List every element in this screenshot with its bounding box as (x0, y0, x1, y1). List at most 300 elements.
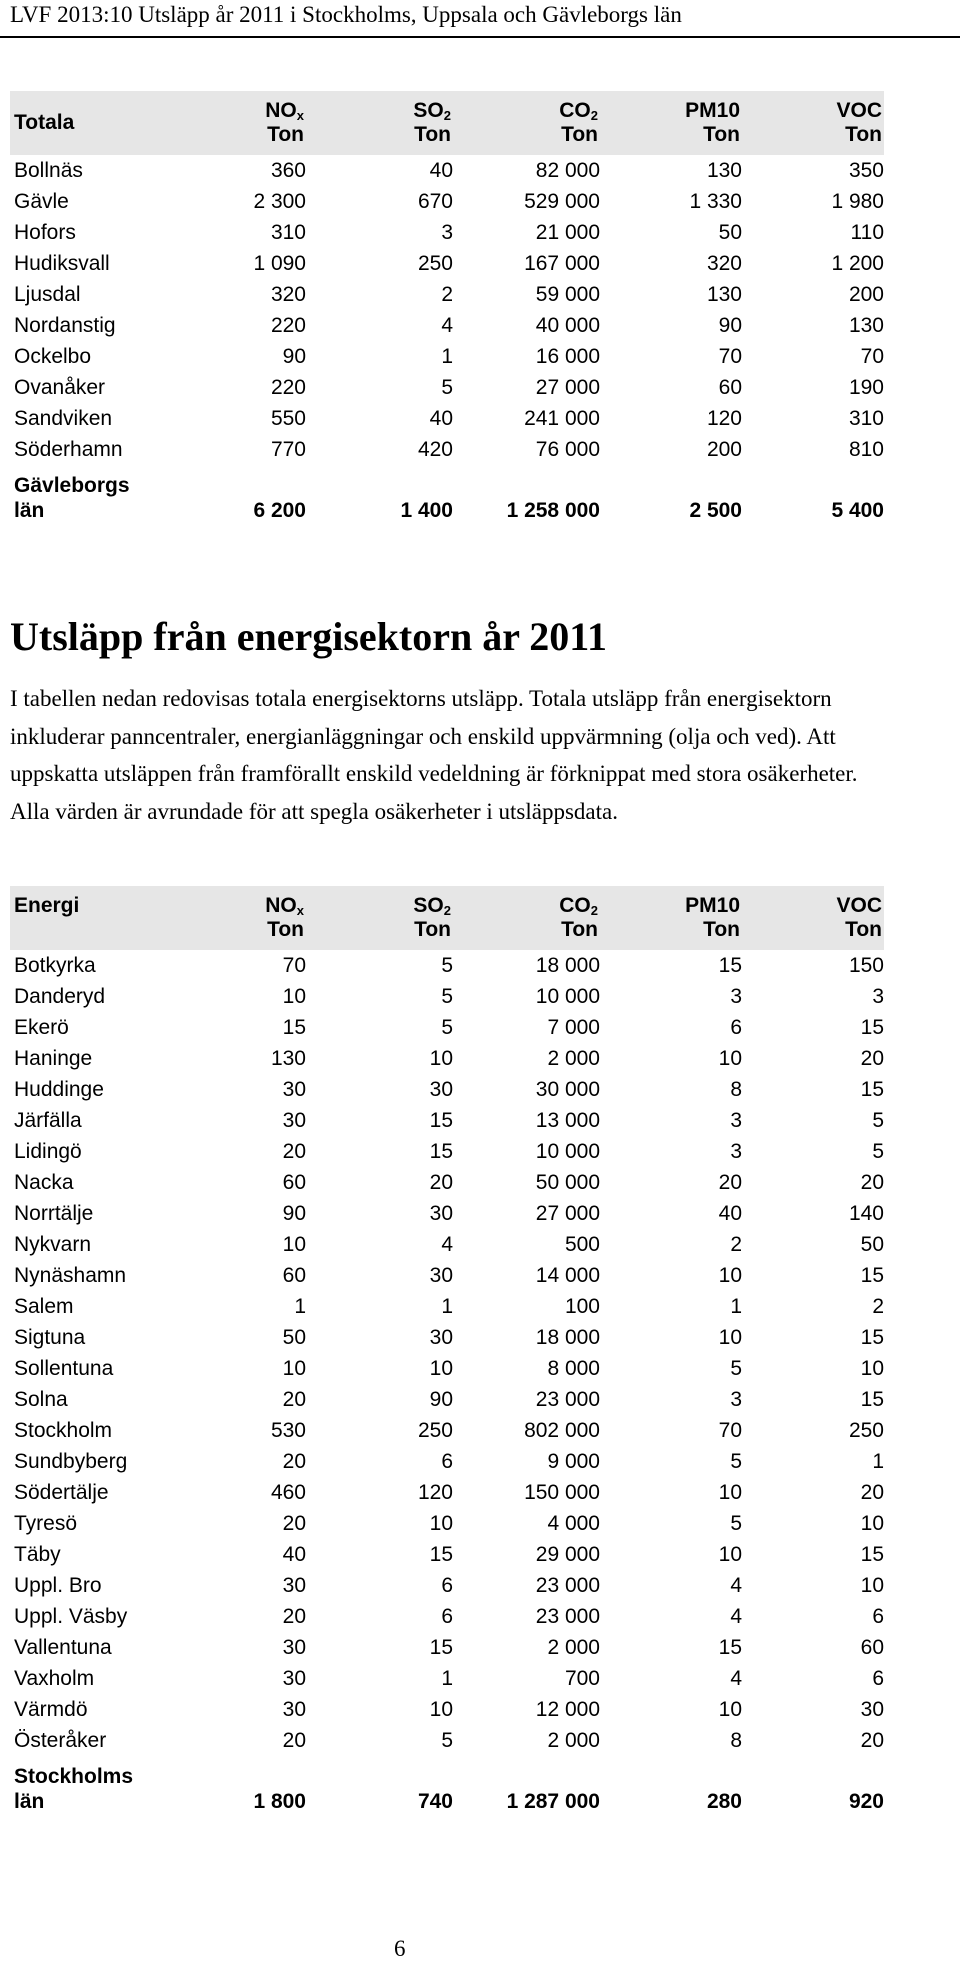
table-cell: 10 (860, 1573, 884, 1597)
total-cell: 740 (417, 1790, 453, 1813)
table-cell: 1 090 (253, 251, 306, 275)
total-cell: 5 400 (831, 499, 884, 522)
table-cell: 9 000 (547, 1449, 600, 1473)
table-cell: 20 (860, 1170, 884, 1194)
table-cell: 5 (441, 1728, 453, 1752)
row-name: Haninge (14, 1046, 93, 1070)
table-body (10, 155, 884, 465)
table-cell: 29 000 (535, 1542, 600, 1566)
row-name: Värmdö (14, 1697, 88, 1721)
total-label: Stockholms län (14, 1765, 134, 1813)
section-paragraph: I tabellen nedan redovisas totala energisektorns utsläpp. Totala utsläpp från energisektorn inkluderar panncentraler, energianläggningar och enskild uppvärmning (olja och ved). Att uppskatta utsläppen från framförallt enskild vedeldning är förknippat med stora osäkerheter. Alla värden är avrundade för att spegla osäkerheter i utsläppsdata. (10, 686, 858, 824)
table-cell: 550 (270, 406, 306, 430)
row-name: Uppl. Väsby (14, 1604, 128, 1628)
table-row (10, 1167, 884, 1198)
row-name: Vaxholm (14, 1666, 95, 1690)
row-name: Södertälje (14, 1480, 109, 1504)
table-row (10, 1632, 884, 1663)
table-cell: 770 (270, 437, 306, 461)
table-cell: 15 (718, 1635, 742, 1659)
table-cell: 20 (718, 1170, 742, 1194)
table-cell: 1 200 (831, 251, 884, 275)
table-cell: 50 (860, 1232, 884, 1256)
table-cell: 30 (429, 1325, 453, 1349)
table-cell: 10 (429, 1511, 453, 1535)
table-cell: 70 (282, 953, 306, 977)
table-row (10, 1663, 884, 1694)
section-title: Utsläpp från energisektorn år 2011 (10, 614, 608, 659)
table-cell: 5 (730, 1511, 742, 1535)
table-cell: 23 000 (535, 1604, 600, 1628)
table-unit-row (10, 918, 884, 950)
table-cell: 20 (282, 1728, 306, 1752)
table-cell: 420 (417, 437, 453, 461)
table-cell: 529 000 (524, 189, 600, 213)
table-cell: 3 (730, 1139, 742, 1163)
table-cell: 10 (860, 1511, 884, 1535)
table-cell: 23 000 (535, 1387, 600, 1411)
row-name: Ovanåker (14, 375, 106, 399)
table-cell: 21 000 (535, 220, 600, 244)
table-cell: 60 (860, 1635, 884, 1659)
table-total-row (10, 1756, 884, 1814)
row-name: Söderhamn (14, 437, 123, 461)
total-cell: 6 200 (253, 499, 306, 522)
table-cell: 2 000 (547, 1635, 600, 1659)
table-cell: 60 (282, 1263, 306, 1287)
column-header: $SO_2$ (306, 886, 453, 918)
table-row (10, 155, 884, 186)
row-name: Nordanstig (14, 313, 116, 337)
table-cell: 5 (441, 375, 453, 399)
table-cell: 10 (718, 1697, 742, 1721)
table-cell: 1 330 (689, 189, 742, 213)
table-cell: 10 (718, 1480, 742, 1504)
table-cell: 130 (270, 1046, 306, 1070)
row-name: Järfälla (14, 1108, 82, 1132)
table-cell: 20 (282, 1449, 306, 1473)
table-cell: 6 (872, 1666, 884, 1690)
table-cell: 50 (718, 220, 742, 244)
table-totala (10, 91, 884, 523)
table-cell: 360 (270, 158, 306, 182)
table-cell: 27 000 (535, 375, 600, 399)
table-cell: 310 (270, 220, 306, 244)
column-unit: Ton (453, 123, 600, 155)
table-row (10, 403, 884, 434)
table-row (10, 1446, 884, 1477)
column-header: $NO_x$ (174, 91, 306, 123)
table-row (10, 1353, 884, 1384)
table-cell: 140 (848, 1201, 884, 1225)
table-cell: 90 (718, 313, 742, 337)
table-row (10, 341, 884, 372)
header-rule (0, 36, 960, 38)
table-cell: 15 (860, 1015, 884, 1039)
table-row (10, 981, 884, 1012)
table-energi (10, 886, 884, 1814)
table-cell: 1 (441, 1666, 453, 1690)
row-name: Hudiksvall (14, 251, 110, 275)
table-cell: 5 (441, 1015, 453, 1039)
table-cell: 810 (848, 437, 884, 461)
table-cell: 250 (417, 251, 453, 275)
table-cell: 15 (429, 1108, 453, 1132)
table-cell: 250 (417, 1418, 453, 1442)
page-number: 6 (394, 1936, 406, 1961)
table-row (10, 1012, 884, 1043)
table-cell: 59 000 (535, 282, 600, 306)
table-cell: 220 (270, 375, 306, 399)
table-cell: 30 (282, 1573, 306, 1597)
table-cell: 3 (730, 1108, 742, 1132)
row-name: Gävle (14, 189, 69, 213)
table-row (10, 1384, 884, 1415)
table-cell: 70 (718, 1418, 742, 1442)
row-name: Sigtuna (14, 1325, 86, 1349)
table-cell: 90 (429, 1387, 453, 1411)
table-cell: 13 000 (535, 1108, 600, 1132)
table-cell: 250 (848, 1418, 884, 1442)
table-cell: 15 (429, 1635, 453, 1659)
column-unit: Ton (453, 918, 600, 950)
table-cell: 3 (441, 220, 453, 244)
table-cell: 15 (860, 1387, 884, 1411)
table-cell: 4 (730, 1573, 742, 1597)
table-cell: 30 (860, 1697, 884, 1721)
table-cell: 30 (282, 1697, 306, 1721)
table-cell: 30 (282, 1666, 306, 1690)
table-cell: 100 (564, 1294, 600, 1318)
table-cell: 50 000 (535, 1170, 600, 1194)
table-cell: 20 (860, 1046, 884, 1070)
table-cell: 500 (564, 1232, 600, 1256)
row-name: Uppl. Bro (14, 1573, 102, 1597)
table-cell: 6 (441, 1573, 453, 1597)
column-header: PM10 (600, 886, 742, 918)
table-cell: 15 (860, 1325, 884, 1349)
column-header: VOC (742, 886, 884, 918)
row-name: Hofors (14, 220, 76, 244)
table-cell: 2 300 (253, 189, 306, 213)
table-row (10, 372, 884, 403)
table-cell: 110 (850, 220, 884, 244)
row-name: Täby (14, 1542, 61, 1566)
column-header: $CO_2$ (453, 91, 600, 123)
table-total-row (10, 465, 884, 523)
table-cell: 20 (282, 1387, 306, 1411)
table-row (10, 1074, 884, 1105)
table-row (10, 310, 884, 341)
table-cell: 130 (848, 313, 884, 337)
table-cell: 120 (706, 406, 742, 430)
table-cell: 70 (718, 344, 742, 368)
table-cell: 30 (429, 1201, 453, 1225)
table-cell: 40 000 (535, 313, 600, 337)
table-label: Energi (10, 886, 174, 918)
total-label: Gävleborgs län (14, 474, 130, 522)
table-header-row (10, 91, 884, 123)
table-cell: 10 (429, 1356, 453, 1380)
table-cell: 10 (429, 1697, 453, 1721)
table-cell: 90 (282, 1201, 306, 1225)
column-unit: Ton (306, 918, 453, 950)
table-cell: 530 (270, 1418, 306, 1442)
row-name: Nacka (14, 1170, 74, 1194)
row-name: Tyresö (14, 1511, 78, 1535)
table-cell: 460 (270, 1480, 306, 1504)
table-cell: 150 000 (524, 1480, 600, 1504)
table-cell: 802 000 (524, 1418, 600, 1442)
table-cell: 8 000 (547, 1356, 600, 1380)
column-unit: Ton (600, 123, 742, 155)
total-cell: 920 (848, 1790, 884, 1813)
table-cell: 3 (872, 984, 884, 1008)
column-unit: Ton (600, 918, 742, 950)
row-name: Vallentuna (14, 1635, 112, 1659)
table-cell: 20 (282, 1139, 306, 1163)
table-cell: 220 (270, 313, 306, 337)
table-cell: 15 (860, 1263, 884, 1287)
table-cell: 3 (730, 984, 742, 1008)
table-row (10, 1725, 884, 1756)
table-row (10, 1105, 884, 1136)
table-cell: 30 (429, 1263, 453, 1287)
table-cell: 30 (429, 1077, 453, 1101)
table-cell: 10 (718, 1263, 742, 1287)
table-cell: 4 (730, 1604, 742, 1628)
table-cell: 2 (872, 1294, 884, 1318)
table-row (10, 434, 884, 465)
table-cell: 5 (872, 1139, 884, 1163)
table-cell: 30 000 (535, 1077, 600, 1101)
table-cell: 130 (706, 282, 742, 306)
table-cell: 1 (441, 1294, 453, 1318)
row-name: Salem (14, 1294, 74, 1318)
table-cell: 8 (730, 1077, 742, 1101)
table-cell: 60 (282, 1170, 306, 1194)
table-cell: 23 000 (535, 1573, 600, 1597)
column-unit: Ton (742, 123, 884, 155)
table-cell: 18 000 (535, 953, 600, 977)
table-cell: 167 000 (524, 251, 600, 275)
table-cell: 40 (282, 1542, 306, 1566)
column-header: $SO_2$ (306, 91, 453, 123)
row-name: Danderyd (14, 984, 106, 1008)
table-cell: 30 (282, 1108, 306, 1132)
table-cell: 1 (730, 1294, 742, 1318)
column-unit: Ton (174, 123, 306, 155)
table-cell: 10 000 (535, 984, 600, 1008)
row-name: Ekerö (14, 1015, 69, 1039)
table-cell: 2 (730, 1232, 742, 1256)
total-cell: 1 400 (400, 499, 453, 522)
table-row (10, 1136, 884, 1167)
table-cell: 10 (860, 1356, 884, 1380)
table-row (10, 1043, 884, 1074)
table-row (10, 1322, 884, 1353)
table-cell: 10 000 (535, 1139, 600, 1163)
table-cell: 6 (441, 1604, 453, 1628)
column-header: PM10 (600, 91, 742, 123)
table-row (10, 217, 884, 248)
row-name: Solna (14, 1387, 68, 1411)
table-body (10, 950, 884, 1756)
table-cell: 1 (441, 344, 453, 368)
total-cell: 1 287 000 (506, 1790, 600, 1813)
table-label: Totala (10, 91, 174, 155)
table-cell: 5 (730, 1356, 742, 1380)
table-row (10, 1508, 884, 1539)
table-cell: 15 (282, 1015, 306, 1039)
table-row (10, 1477, 884, 1508)
row-name: Sundbyberg (14, 1449, 128, 1473)
running-header: LVF 2013:10 Utsläpp år 2011 i Stockholms, Uppsala och Gävleborgs län (10, 2, 682, 27)
column-unit: Ton (306, 123, 453, 155)
table-cell: 5 (441, 953, 453, 977)
table-cell: 320 (706, 251, 742, 275)
table-row (10, 1198, 884, 1229)
table-header-row (10, 886, 884, 918)
table-cell: 320 (270, 282, 306, 306)
table-cell: 1 (294, 1294, 306, 1318)
table-cell: 10 (718, 1325, 742, 1349)
total-cell: 1 258 000 (506, 499, 600, 522)
row-name: Norrtälje (14, 1201, 94, 1225)
table-cell: 700 (564, 1666, 600, 1690)
table-cell: 15 (718, 953, 742, 977)
table-cell: 150 (848, 953, 884, 977)
table-row (10, 950, 884, 981)
table-row (10, 1260, 884, 1291)
table-cell: 15 (429, 1542, 453, 1566)
table-cell: 4 (730, 1666, 742, 1690)
column-unit: Ton (742, 918, 884, 950)
table-cell: 7 000 (547, 1015, 600, 1039)
table-row (10, 1415, 884, 1446)
table-cell: 190 (848, 375, 884, 399)
column-header: $NO_x$ (174, 886, 306, 918)
table-cell: 27 000 (535, 1201, 600, 1225)
total-cell: 1 800 (253, 1790, 306, 1813)
table-cell: 20 (282, 1604, 306, 1628)
table-cell: 5 (441, 984, 453, 1008)
table-cell: 20 (282, 1511, 306, 1535)
table-row (10, 1229, 884, 1260)
row-name: Sollentuna (14, 1356, 114, 1380)
table-row (10, 1601, 884, 1632)
table-cell: 5 (872, 1108, 884, 1132)
table-row (10, 1694, 884, 1725)
column-unit: Ton (174, 918, 306, 950)
table-cell: 20 (860, 1480, 884, 1504)
table-cell: 5 (730, 1449, 742, 1473)
table-cell: 10 (282, 1356, 306, 1380)
table-cell: 90 (282, 344, 306, 368)
table-cell: 6 (872, 1604, 884, 1628)
table-cell: 12 000 (535, 1697, 600, 1721)
row-name: Nynäshamn (14, 1263, 127, 1287)
row-name: Lidingö (14, 1139, 82, 1163)
row-name: Botkyrka (14, 953, 96, 977)
table-cell: 60 (718, 375, 742, 399)
row-name: Huddinge (14, 1077, 104, 1101)
table-cell: 76 000 (535, 437, 600, 461)
table-cell: 10 (429, 1046, 453, 1070)
table-cell: 4 000 (547, 1511, 600, 1535)
table-cell: 200 (706, 437, 742, 461)
table-row (10, 279, 884, 310)
table-cell: 40 (429, 406, 453, 430)
table-cell: 15 (860, 1077, 884, 1101)
table-cell: 14 000 (535, 1263, 600, 1287)
table-cell: 670 (417, 189, 453, 213)
column-header: VOC (742, 91, 884, 123)
table-cell: 1 (872, 1449, 884, 1473)
table-cell: 4 (441, 1232, 453, 1256)
table-cell: 15 (860, 1542, 884, 1566)
table-cell: 3 (730, 1387, 742, 1411)
table-cell: 10 (282, 984, 306, 1008)
table-cell: 4 (441, 313, 453, 337)
table-cell: 10 (718, 1046, 742, 1070)
row-name: Ljusdal (14, 282, 81, 306)
table-cell: 8 (730, 1728, 742, 1752)
table-cell: 6 (441, 1449, 453, 1473)
table-cell: 16 000 (535, 344, 600, 368)
column-header: $CO_2$ (453, 886, 600, 918)
row-name: Stockholm (14, 1418, 113, 1442)
table-cell: 40 (718, 1201, 742, 1225)
table-cell: 70 (860, 344, 884, 368)
table-cell: 40 (429, 158, 453, 182)
table-cell: 82 000 (535, 158, 600, 182)
table-cell: 10 (718, 1542, 742, 1566)
table-row (10, 1291, 884, 1322)
table-cell: 50 (282, 1325, 306, 1349)
table-cell: 200 (848, 282, 884, 306)
table-cell: 15 (429, 1139, 453, 1163)
row-name: Ockelbo (14, 344, 92, 368)
table-cell: 130 (706, 158, 742, 182)
table-row (10, 1570, 884, 1601)
total-cell: 280 (706, 1790, 742, 1813)
table-row (10, 1539, 884, 1570)
table-cell: 2 000 (547, 1728, 600, 1752)
table-cell: 6 (730, 1015, 742, 1039)
row-name: Österåker (14, 1728, 107, 1752)
table-cell: 20 (860, 1728, 884, 1752)
table-cell: 350 (848, 158, 884, 182)
row-name: Nykvarn (14, 1232, 92, 1256)
total-cell: 2 500 (689, 499, 742, 522)
table-cell: 10 (282, 1232, 306, 1256)
table-cell: 30 (282, 1077, 306, 1101)
table-row (10, 248, 884, 279)
row-name: Bollnäs (14, 158, 83, 182)
table-cell: 30 (282, 1635, 306, 1659)
table-row (10, 186, 884, 217)
table-cell: 310 (848, 406, 884, 430)
table-cell: 120 (417, 1480, 453, 1504)
table-cell: 241 000 (524, 406, 600, 430)
table-cell: 20 (429, 1170, 453, 1194)
table-cell: 2 (441, 282, 453, 306)
table-cell: 2 000 (547, 1046, 600, 1070)
table-cell: 1 980 (831, 189, 884, 213)
table-cell: 18 000 (535, 1325, 600, 1349)
row-name: Sandviken (14, 406, 113, 430)
